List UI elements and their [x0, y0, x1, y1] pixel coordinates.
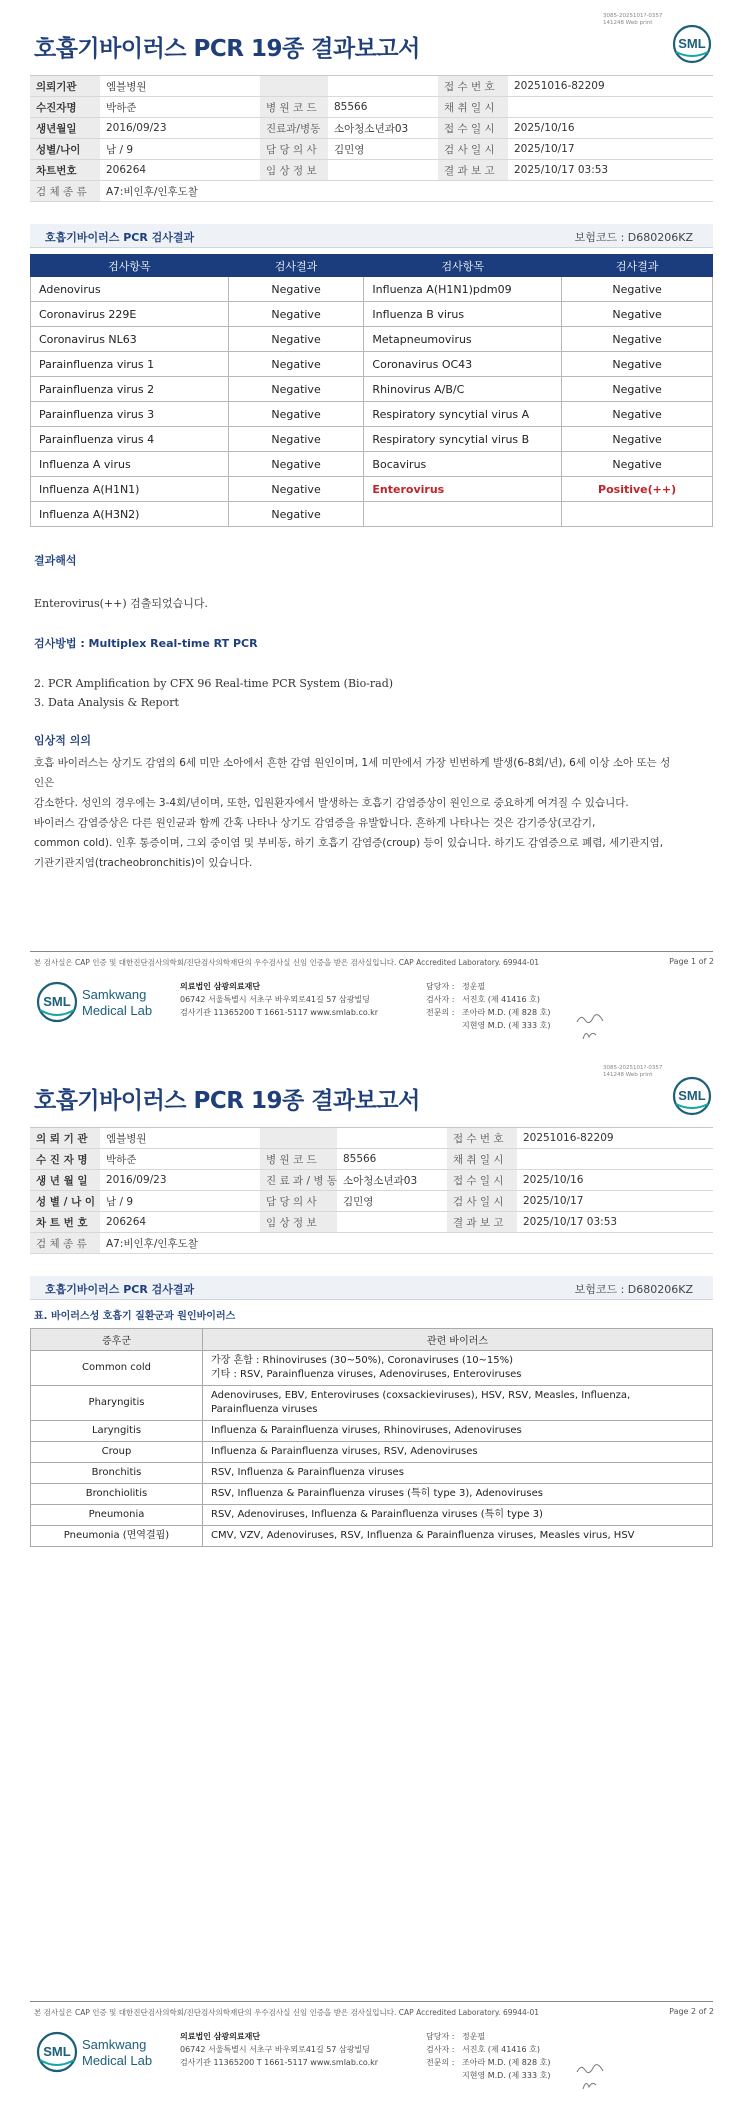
info-value [337, 1212, 447, 1233]
info-label: 성별/나이 [30, 139, 100, 160]
staff-row [426, 980, 550, 993]
patient-info-row [30, 76, 713, 97]
print-stamp-2: 3085-2025101?-0357 141248 Web print [603, 1065, 663, 1078]
specimen-label: 검 체 종 류 [30, 181, 100, 202]
test-item: Parainfluenza virus 4 [31, 427, 229, 452]
staff-row [426, 2056, 550, 2069]
svg-text:Samkwang: Samkwang [82, 2037, 147, 2052]
results-row [31, 402, 713, 427]
related-viruses: Influenza & Parainfluenza viruses, Rhinoviruses, Adenoviruses [203, 1421, 713, 1442]
test-item: Influenza A(H1N1) [31, 477, 229, 502]
test-item [364, 502, 562, 527]
results-table [30, 254, 713, 527]
organization-info-2: 의료법인 삼광의료재단 06742 서울특별시 서초구 바우뫼로41길 57 삼광빌딩 검사기관 11365200 T 1661-5117 www.smlab.co.kr [180, 2032, 379, 2067]
disease-row [31, 1484, 713, 1505]
results-row [31, 352, 713, 377]
syndrome-name: Common cold [31, 1351, 203, 1386]
test-result: Negative [228, 427, 364, 452]
patient-info-row [30, 1191, 713, 1212]
results-section-header-2: 호흡기바이러스 PCR 검사결과 보험코드 : D680206KZ [30, 1276, 713, 1300]
info-label [260, 76, 328, 97]
staff-name: 조아라 M.D. (제 828 호) [462, 1008, 551, 1017]
footer-divider-2 [30, 2001, 713, 2002]
info-value [508, 97, 713, 118]
results-row [31, 327, 713, 352]
info-label: 병 원 코 드 [260, 1149, 337, 1170]
related-viruses: RSV, Influenza & Parainfluenza viruses (특히 type 3), Adenoviruses [203, 1484, 713, 1505]
patient-info-table [30, 75, 713, 202]
info-value: 2025/10/17 03:53 [508, 160, 713, 181]
related-viruses: 가장 흔함 : Rhinoviruses (30~50%), Coronaviruses (10~15%) 기타 : RSV, Parainfluenza viruses, Adenoviruses, Enteroviruses [203, 1351, 713, 1386]
test-result: Positive(++) [562, 477, 713, 502]
test-item: Influenza A(H1N1)pdm09 [364, 277, 562, 302]
test-item: Bocavirus [364, 452, 562, 477]
patient-info-row [30, 1212, 713, 1233]
test-result: Negative [562, 402, 713, 427]
specimen-value: A7:비인후/인후도찰 [100, 181, 713, 202]
staff-row [426, 993, 550, 1006]
test-item: Parainfluenza virus 3 [31, 402, 229, 427]
info-label: 의뢰기관 [30, 76, 100, 97]
patient-info-row [30, 1149, 713, 1170]
staff-name: 지현영 M.D. (제 333 호) [462, 2071, 551, 2080]
test-result: Negative [228, 502, 364, 527]
report-page-2 [0, 1052, 744, 2104]
clinical-text [34, 753, 674, 873]
disease-row [31, 1505, 713, 1526]
info-value [517, 1149, 713, 1170]
test-result: Negative [228, 302, 364, 327]
results-row [31, 477, 713, 502]
test-item: Coronavirus NL63 [31, 327, 229, 352]
info-value: 20251016-82209 [508, 76, 713, 97]
patient-info-row [30, 1128, 713, 1149]
clinical-title: 임상적 의의 [34, 734, 91, 747]
patient-info-table-2 [30, 1127, 713, 1254]
syndrome-name: Croup [31, 1442, 203, 1463]
method-title: 검사방법 : Multiplex Real-time RT PCR [34, 637, 258, 650]
test-result: Negative [228, 277, 364, 302]
test-item: Influenza B virus [364, 302, 562, 327]
info-value: 김민영 [328, 139, 438, 160]
patient-info-row [30, 139, 713, 160]
results-row [31, 302, 713, 327]
results-row [31, 427, 713, 452]
staff-role: 검사자 : [426, 2045, 455, 2054]
print-stamp: 3085-2025101?-0357 141248 Web print [603, 13, 663, 26]
disease-row [31, 1463, 713, 1484]
test-item: Coronavirus 229E [31, 302, 229, 327]
clinical-line: 바이러스 감염증상은 다른 원인균과 함께 간혹 나타나 상기도 감염증을 유발합니다. 흔하게 나타나는 것은 감기증상(코감기, [34, 817, 596, 829]
info-value: 20251016-82209 [517, 1128, 713, 1149]
results-header: 검사결과 [562, 255, 713, 277]
test-item: Adenovirus [31, 277, 229, 302]
staff-role: 담당자 : [426, 2032, 455, 2041]
staff-role: 전문의 : [426, 2058, 455, 2067]
signature-2-icon [580, 1027, 600, 1041]
related-viruses: Influenza & Parainfluenza viruses, RSV, Adenoviruses [203, 1442, 713, 1463]
test-result: Negative [228, 477, 364, 502]
syndrome-name: Bronchitis [31, 1463, 203, 1484]
samkwang-logo-2 [36, 2030, 161, 2074]
info-label: 접 수 일 시 [447, 1170, 517, 1191]
info-label: 생년월일 [30, 118, 100, 139]
test-result: Negative [228, 452, 364, 477]
staff-row [426, 1006, 550, 1019]
info-label: 담 당 의 사 [260, 1191, 337, 1212]
samkwang-logo-icon-2 [36, 2030, 161, 2074]
info-value [337, 1128, 447, 1149]
info-value: 소아청소년과03 [337, 1170, 447, 1191]
info-label: 진 료 과 / 병 동 [260, 1170, 337, 1191]
svg-text:SML: SML [678, 36, 706, 51]
info-value: 2025/10/16 [517, 1170, 713, 1191]
svg-text:Medical Lab: Medical Lab [82, 1003, 153, 1018]
info-value: 김민영 [337, 1191, 447, 1212]
test-item: Influenza A virus [31, 452, 229, 477]
results-row [31, 277, 713, 302]
disease-row [31, 1526, 713, 1547]
info-value: 2025/10/17 03:53 [517, 1212, 713, 1233]
test-result: Negative [562, 352, 713, 377]
info-value: 206264 [100, 160, 260, 181]
clinical-line: 기관기관지염(tracheobronchitis)이 있습니다. [34, 857, 253, 869]
syndrome-name: Laryngitis [31, 1421, 203, 1442]
samkwang-logo [36, 980, 161, 1024]
info-value: 85566 [328, 97, 438, 118]
test-result [562, 502, 713, 527]
results-row [31, 377, 713, 402]
svg-text:SML: SML [678, 1088, 706, 1103]
method-step-2: 2. PCR Amplification by CFX 96 Real-time PCR System (Bio-rad) [34, 677, 394, 690]
page-number: Page 1 of 2 [669, 957, 714, 966]
interpretation-title: 결과해석 [34, 554, 77, 567]
info-value [328, 76, 438, 97]
test-result: Negative [562, 327, 713, 352]
info-value: 2025/10/17 [517, 1191, 713, 1212]
disease-row [31, 1421, 713, 1442]
info-label: 진료과/병동 [260, 118, 328, 139]
footer-cap-note: 본 검사실은 CAP 인증 및 대한진단검사의학회/진단검사의학재단의 우수검사실 신임 인증을 받은 검사실입니다. CAP Accredited Laboratory. 69944-01 [34, 958, 540, 967]
related-viruses: Adenoviruses, EBV, Enteroviruses (coxsackieviruses), HSV, RSV, Measles, Influenza, Parainfluenza viruses [203, 1386, 713, 1421]
info-label: 결 과 보 고 [438, 160, 508, 181]
related-viruses: RSV, Adenoviruses, Influenza & Parainfluenza viruses (특히 type 3) [203, 1505, 713, 1526]
clinical-line: common cold). 인후 통증이며, 그외 중이염 및 부비동, 하기 호흡기 감염증(croup) 등이 있습니다. 하기도 감염증으로 폐렴, 세기관지염, [34, 837, 664, 849]
info-value: 85566 [337, 1149, 447, 1170]
test-item: Respiratory syncytial virus A [364, 402, 562, 427]
staff-name: 서진호 (제 41416 호) [462, 995, 540, 1004]
staff-role: 검사자 : [426, 995, 455, 1004]
info-value: 2016/09/23 [100, 118, 260, 139]
info-label [260, 1128, 337, 1149]
patient-info-row [30, 97, 713, 118]
footer-cap-note-2: 본 검사실은 CAP 인증 및 대한진단검사의학회/진단검사의학재단의 우수검사실 신임 인증을 받은 검사실입니다. CAP Accredited Laboratory. 69944-01 [34, 2008, 540, 2017]
results-row [31, 502, 713, 527]
staff-name: 정운필 [462, 982, 486, 991]
svg-text:SML: SML [43, 2044, 71, 2059]
test-result: Negative [562, 277, 713, 302]
staff-row [426, 2069, 550, 2082]
test-item: Rhinovirus A/B/C [364, 377, 562, 402]
svg-text:Samkwang: Samkwang [82, 987, 147, 1002]
staff-role: 담당자 : [426, 982, 455, 991]
test-result: Negative [228, 377, 364, 402]
signature-4-icon [580, 2077, 600, 2091]
info-value: 2025/10/16 [508, 118, 713, 139]
staff-info [426, 980, 550, 1032]
info-value: 박하준 [100, 1149, 260, 1170]
disease-header: 증후군 [31, 1329, 203, 1351]
staff-role: 전문의 : [426, 1008, 455, 1017]
info-label: 생 년 월 일 [30, 1170, 100, 1191]
disease-row [31, 1386, 713, 1421]
info-label: 차 트 번 호 [30, 1212, 100, 1233]
patient-info-row [30, 160, 713, 181]
svg-text:SML: SML [43, 994, 71, 1009]
info-value: 소아청소년과03 [328, 118, 438, 139]
info-label: 차트번호 [30, 160, 100, 181]
info-value: 엠블병원 [100, 76, 260, 97]
organization-info: 의료법인 삼광의료재단 06742 서울특별시 서초구 바우뫼로41길 57 삼광빌딩 검사기관 11365200 T 1661-5117 www.smlab.co.kr [180, 982, 379, 1017]
results-section-header: 호흡기바이러스 PCR 검사결과 보험코드 : D680206KZ [30, 224, 713, 248]
specimen-row [30, 181, 713, 202]
test-result: Negative [562, 427, 713, 452]
info-label: 접 수 번 호 [438, 76, 508, 97]
info-label: 검 사 일 시 [438, 139, 508, 160]
test-item: Coronavirus OC43 [364, 352, 562, 377]
sml-logo-icon [672, 24, 712, 64]
info-value [328, 160, 438, 181]
test-item: Influenza A(H3N2) [31, 502, 229, 527]
info-label: 임 상 정 보 [260, 160, 328, 181]
staff-name: 조아라 M.D. (제 828 호) [462, 2058, 551, 2067]
info-label: 채 취 일 시 [438, 97, 508, 118]
info-value: 남 / 9 [100, 139, 260, 160]
info-value: 2016/09/23 [100, 1170, 260, 1191]
specimen-value: A7:비인후/인후도찰 [100, 1233, 713, 1254]
results-header: 검사항목 [364, 255, 562, 277]
report-title: 호흡기바이러스 PCR 19종 결과보고서 [34, 36, 420, 62]
info-value: 2025/10/17 [508, 139, 713, 160]
report-title-2: 호흡기바이러스 PCR 19종 결과보고서 [34, 1088, 420, 1114]
test-item: Parainfluenza virus 2 [31, 377, 229, 402]
info-value: 206264 [100, 1212, 260, 1233]
page-number-2: Page 2 of 2 [669, 2007, 714, 2016]
staff-row [426, 1019, 550, 1032]
syndrome-name: Pneumonia (면역결핍) [31, 1526, 203, 1547]
test-result: Negative [228, 402, 364, 427]
staff-name: 서진호 (제 41416 호) [462, 2045, 540, 2054]
staff-name: 지현영 M.D. (제 333 호) [462, 1021, 551, 1030]
method-step-3: 3. Data Analysis & Report [34, 696, 179, 709]
disease-row [31, 1351, 713, 1386]
info-label: 담 당 의 사 [260, 139, 328, 160]
info-label: 수진자명 [30, 97, 100, 118]
svg-text:Medical Lab: Medical Lab [82, 2053, 153, 2068]
info-label: 검 사 일 시 [447, 1191, 517, 1212]
patient-info-row [30, 118, 713, 139]
disease-header: 관련 바이러스 [203, 1329, 713, 1351]
staff-info-2 [426, 2030, 550, 2082]
info-value: 박하준 [100, 97, 260, 118]
test-result: Negative [228, 352, 364, 377]
test-result: Negative [562, 302, 713, 327]
test-result: Negative [562, 452, 713, 477]
staff-name: 정운필 [462, 2032, 486, 2041]
info-label: 접 수 일 시 [438, 118, 508, 139]
samkwang-logo-icon [36, 980, 161, 1024]
disease-virus-table [30, 1328, 713, 1547]
results-header: 검사결과 [228, 255, 364, 277]
test-item: Parainfluenza virus 1 [31, 352, 229, 377]
info-label: 임 상 정 보 [260, 1212, 337, 1233]
sml-logo-icon-2 [672, 1076, 712, 1116]
disease-table-title: 표. 바이러스성 호흡기 질환군과 원인바이러스 [34, 1311, 236, 1322]
info-value: 엠블병원 [100, 1128, 260, 1149]
related-viruses: CMV, VZV, Adenoviruses, RSV, Influenza & Parainfluenza viruses, Measles virus, HSV [203, 1526, 713, 1547]
clinical-line: 호흡 바이러스는 상기도 감염의 6세 미만 소아에서 흔한 감염 원인이며, 1세 미만에서 가장 빈번하게 발생(6-8회/년), 6세 이상 소아 또는 성인은 [34, 757, 671, 789]
syndrome-name: Bronchiolitis [31, 1484, 203, 1505]
staff-row [426, 2043, 550, 2056]
related-viruses: RSV, Influenza & Parainfluenza viruses [203, 1463, 713, 1484]
signature-3-icon [575, 2062, 605, 2076]
specimen-row [30, 1233, 713, 1254]
interpretation-text: Enterovirus(++) 검출되었습니다. [34, 597, 209, 610]
info-value: 남 / 9 [100, 1191, 260, 1212]
results-header: 검사항목 [31, 255, 229, 277]
info-label: 접 수 번 호 [447, 1128, 517, 1149]
info-label: 수 진 자 명 [30, 1149, 100, 1170]
info-label: 성 별 / 나 이 [30, 1191, 100, 1212]
test-result: Negative [562, 377, 713, 402]
info-label: 병 원 코 드 [260, 97, 328, 118]
test-item: Enterovirus [364, 477, 562, 502]
syndrome-name: Pneumonia [31, 1505, 203, 1526]
info-label: 의 뢰 기 관 [30, 1128, 100, 1149]
footer-divider [30, 951, 713, 952]
signature-1-icon [575, 1012, 605, 1026]
test-item: Respiratory syncytial virus B [364, 427, 562, 452]
info-label: 채 취 일 시 [447, 1149, 517, 1170]
test-item: Metapneumovirus [364, 327, 562, 352]
info-label: 결 과 보 고 [447, 1212, 517, 1233]
specimen-label: 검 체 종 류 [30, 1233, 100, 1254]
staff-row [426, 2030, 550, 2043]
syndrome-name: Pharyngitis [31, 1386, 203, 1421]
disease-row [31, 1442, 713, 1463]
clinical-line: 감소한다. 성인의 경우에는 3-4회/년이며, 또한, 입원환자에서 발생하는 호흡기 감염증상이 원인으로 중요하게 여겨질 수 있습니다. [34, 797, 629, 809]
test-result: Negative [228, 327, 364, 352]
patient-info-row [30, 1170, 713, 1191]
results-row [31, 452, 713, 477]
